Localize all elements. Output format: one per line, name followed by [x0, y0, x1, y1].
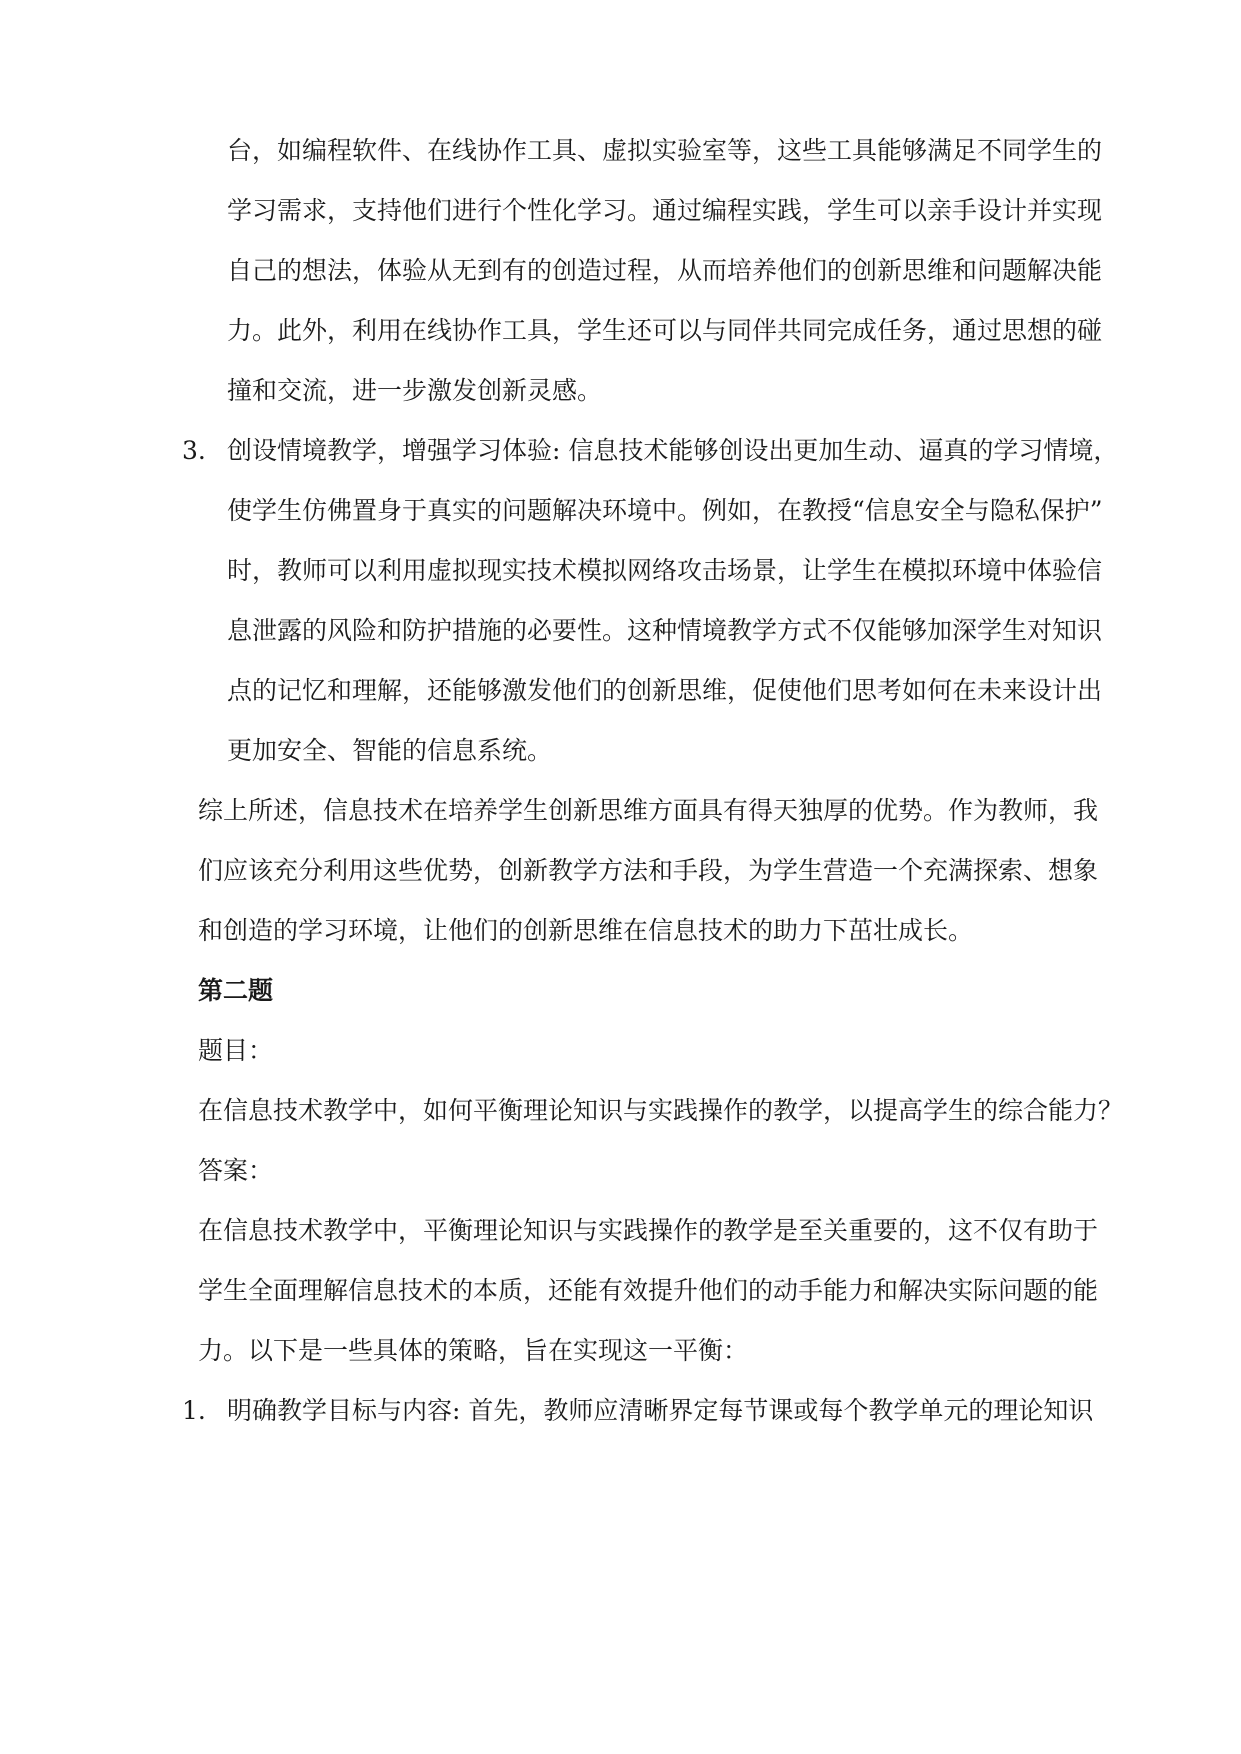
list-item-line: 时，教师可以利用虚拟现实技术模拟网络攻击场景，让学生在模拟环境中体验信	[227, 556, 1103, 585]
summary-line: 们应该充分利用这些优势，创新教学方法和手段，为学生营造一个充满探索、想象	[198, 856, 1099, 885]
list-item-line: 明确教学目标与内容: 首先，教师应清晰界定每节课或每个教学单元的理论知识	[227, 1396, 1094, 1425]
paragraph-line: 台，如编程软件、在线协作工具、虚拟实验室等，这些工具能够满足不同学生的	[227, 136, 1103, 165]
paragraph-line: 学习需求，支持他们进行个性化学习。通过编程实践，学生可以亲手设计并实现	[227, 196, 1103, 225]
summary-line: 和创造的学习环境，让他们的创新思维在信息技术的助力下茁壮成长。	[198, 916, 974, 945]
list-item-number: 1.	[182, 1396, 206, 1425]
list-item-line: 点的记忆和理解，还能够激发他们的创新思维，促使他们思考如何在未来设计出	[227, 676, 1103, 705]
list-item-line: 使学生仿佛置身于真实的问题解决环境中。例如，在教授“信息安全与隐私保护”	[227, 496, 1103, 525]
list-item-line: 息泄露的风险和防护措施的必要性。这种情境教学方式不仅能够加深学生对知识	[227, 616, 1103, 645]
paragraph-line: 自己的想法，体验从无到有的创造过程，从而培养他们的创新思维和问题解决能	[227, 256, 1103, 285]
answer-label: 答案：	[198, 1156, 274, 1185]
answer-line: 在信息技术教学中，平衡理论知识与实践操作的教学是至关重要的，这不仅有助于	[198, 1216, 1099, 1245]
answer-line: 力。以下是一些具体的策略，旨在实现这一平衡：	[198, 1336, 749, 1365]
section-title: 第二题	[198, 976, 274, 1005]
question-label: 题目：	[198, 1036, 274, 1065]
answer-line: 学生全面理解信息技术的本质，还能有效提升他们的动手能力和解决实际问题的能	[198, 1276, 1099, 1305]
paragraph-line: 力。此外，利用在线协作工具，学生还可以与同伴共同完成任务，通过思想的碰	[227, 316, 1103, 345]
paragraph-line: 撞和交流，进一步激发创新灵感。	[227, 376, 603, 405]
list-item-line: 更加安全、智能的信息系统。	[227, 736, 553, 765]
summary-line: 综上所述，信息技术在培养学生创新思维方面具有得天独厚的优势。作为教师，我	[198, 796, 1099, 825]
list-item-number: 3.	[182, 436, 206, 465]
list-item-line: 创设情境教学，增强学习体验: 信息技术能够创设出更加生动、逼真的学习情境，	[227, 436, 1119, 465]
question-text: 在信息技术教学中，如何平衡理论知识与实践操作的教学，以提高学生的综合能力？	[198, 1096, 1124, 1125]
